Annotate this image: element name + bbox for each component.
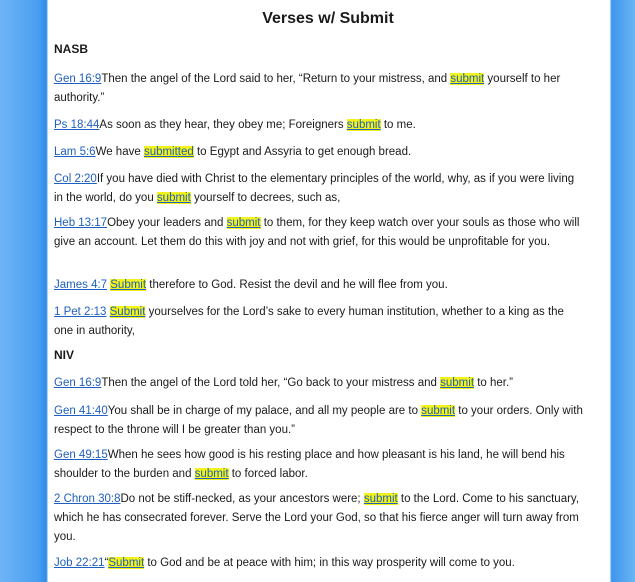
section-heading-niv: NIV [54,348,75,362]
highlighted-word: submit [156,192,191,204]
verse-reference-link[interactable]: Gen 16:9 [54,73,102,85]
highlighted-word: submit [346,119,381,131]
verse-reference-link[interactable]: 1 Pet 2:13 [54,306,107,318]
verse-item: Gen 16:9Then the angel of the Lord said to her, “Return to your mistress, and submit yourself to her authority.” [54,73,561,104]
verse-item: Lam 5:6We have submitted to Egypt and Assyria to get enough bread. [54,146,412,158]
verse-item: Gen 16:9Then the angel of the Lord told her, “Go back to your mistress and submit to her.” [54,377,514,389]
verse-item: Job 22:21“Submit to God and be at peace with him; in this way prosperity will come to you. [54,557,515,569]
verse-reference-link[interactable]: Heb 13:17 [54,217,108,229]
highlighted-word: submitted [143,146,194,158]
highlighted-word: submit [440,377,475,389]
verse-item: 1 Pet 2:13 Submit yourselves for the Lord’s sake to every human institution, whether to a king as the one in authority, [54,306,564,337]
verse-reference-link[interactable]: Gen 41:40 [54,405,108,417]
verse-reference-link[interactable]: Gen 16:9 [54,377,102,389]
highlighted-word: submit [226,217,261,229]
section-heading-nasb: NASB [54,42,89,56]
verse-item: 2 Chron 30:8Do not be stiff-necked, as your ancestors were; submit to the Lord. Come to his sanctuary, which he has consecrated forever. Serve the Lord your God, so that his fierce anger will turn away from you. [54,493,580,543]
highlighted-word: Submit [109,306,146,318]
verse-item: Heb 13:17Obey your leaders and submit to them, for they keep watch over your souls as those who will give an account. Let them do this with joy and not with grief, for this would be unprofitable for you. [54,217,580,248]
verse-reference-link[interactable]: Job 22:21 [54,557,105,569]
verse-reference-link[interactable]: Gen 49:15 [54,449,108,461]
verse-reference-link[interactable]: 2 Chron 30:8 [54,493,121,505]
verse-item: Ps 18:44As soon as they hear, they obey me; Foreigners submit to me. [54,119,416,131]
highlighted-word: submit [421,405,456,417]
highlighted-word: Submit [108,557,145,569]
verse-item: Gen 41:40You shall be in charge of my palace, and all my people are to submit to your orders. Only with respect to the throne will I be greater than you.” [54,405,583,436]
page-title: Verses w/ Submit [262,10,394,27]
verse-item: James 4:7 Submit therefore to God. Resist the devil and he will flee from you. [54,279,448,291]
verse-reference-link[interactable]: James 4:7 [54,279,108,291]
verse-item: Gen 49:15When he sees how good is his resting place and how pleasant is his land, he will bend his shoulder to the burden and submit to forced labor. [54,449,565,480]
highlighted-word: Submit [110,279,147,291]
verse-reference-link[interactable]: Col 2:20 [54,173,97,185]
document-page [48,0,608,582]
verse-reference-link[interactable]: Lam 5:6 [54,146,96,158]
highlighted-word: submit [450,73,485,85]
verse-reference-link[interactable]: Ps 18:44 [54,119,100,131]
highlighted-word: submit [194,468,229,480]
highlighted-word: submit [363,493,398,505]
verse-item: Col 2:20If you have died with Christ to the elementary principles of the world, why, as if you were living in the world, do you submit yourself to decrees, such as, [54,173,575,204]
